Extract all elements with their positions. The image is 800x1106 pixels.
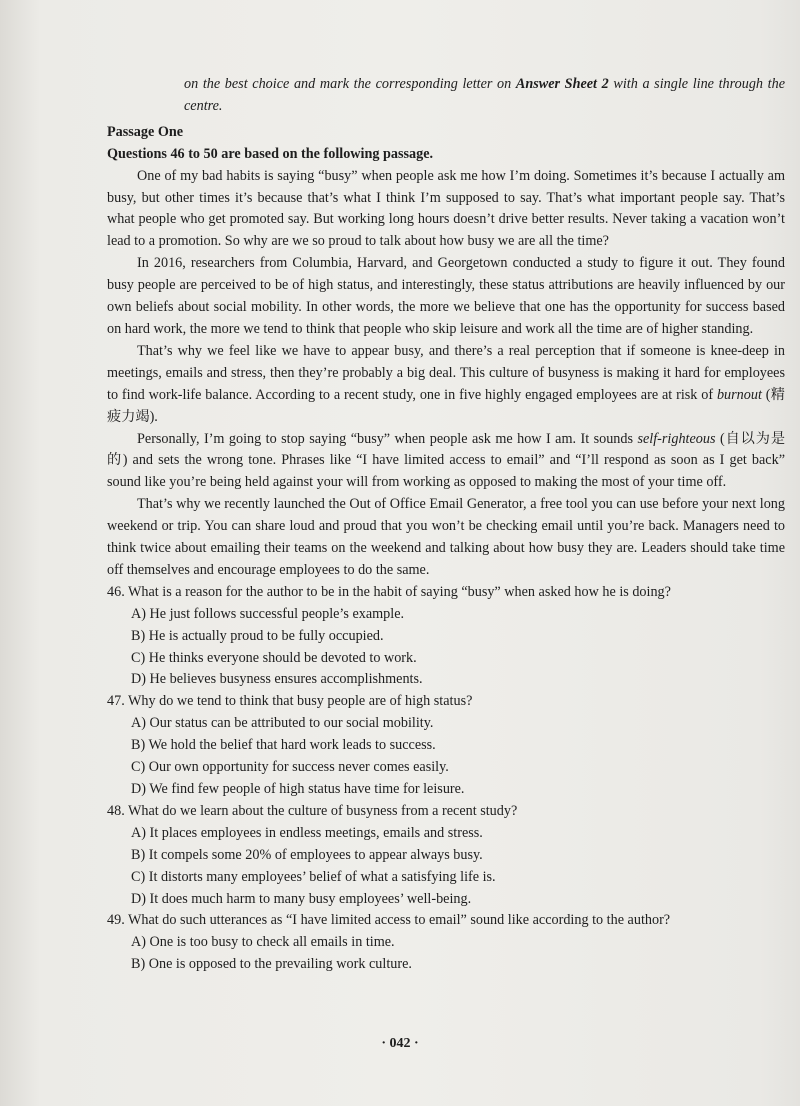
option: C) It distorts many employees’ belief of what a satisfying life is. [131, 868, 496, 885]
option: A) Our status can be attributed to our social mobility. [131, 715, 434, 732]
paragraph-3-text: That’s why we feel like we have to appear busy, and there’s a real perception that if someone is knee-deep in meetings, emails and stress, then they’re probably a big deal. This culture of busyness is making it hard for employees to find work-life balance. According to a recent study, one in five highly engaged employees are at risk of [107, 342, 785, 403]
passage-subtitle: Questions 46 to 50 are based on the following passage. [107, 145, 434, 162]
instruction-text [184, 74, 785, 118]
paragraph-1: One of my bad habits is saying “busy” when people ask me how I’m doing. Sometimes it’s because I actually am busy, but other times it’s because that’s what I think I’m supposed to say. That’s what important people say. That’s what people who get promoted say. But working long hours doesn’t drive better results. Never taking a vacation won’t lead to a promotion. So why are we so proud to talk about how busy we are all the time? [107, 167, 785, 250]
option: A) He just follows successful people’s example. [131, 605, 405, 622]
question-46: 46. What is a reason for the author to be in the habit of saying “busy” when asked how he is doing? [107, 583, 671, 600]
paragraph-2: In 2016, researchers from Columbia, Harvard, and Georgetown conducted a study to figure it out. They found busy people are perceived to be of high status, and interestingly, these status attributions are heavily influenced by our own beliefs about social mobility. In other words, the more we believe that one has the opportunity for success based on hard work, the more we tend to think that people who skip leisure and work all the time are of higher standing. [107, 255, 785, 337]
page-content [107, 74, 785, 976]
instruction-part: on the best choice and mark the corresponding letter on [184, 76, 516, 92]
option: C) He thinks everyone should be devoted to work. [131, 649, 417, 666]
option: B) He is actually proud to be fully occupied. [131, 627, 384, 644]
question-47: 47. Why do we tend to think that busy people are of high status? [107, 693, 473, 710]
paragraph-3 [107, 341, 785, 429]
question-49: 49. What do such utterances as “I have limited access to email” sound like according to the author? [107, 912, 671, 929]
self-righteous-term: self-righteous [637, 430, 716, 447]
page-number: · 042 · [381, 1036, 419, 1051]
paragraph-3-gloss: (精疲力竭). [107, 386, 785, 425]
option: D) We find few people of high status have time for leisure. [131, 781, 465, 797]
option: B) One is opposed to the prevailing work culture. [131, 956, 412, 973]
burnout-term: burnout [716, 386, 762, 403]
option: B) It compels some 20% of employees to appear always busy. [131, 846, 483, 863]
option: D) He believes busyness ensures accomplishments. [131, 671, 423, 688]
option: D) It does much harm to many busy employees’ well-being. [131, 890, 472, 907]
paragraph-4-text: Personally, I’m going to stop saying “busy” when people ask me how I am. It sounds [137, 430, 638, 447]
question-48: 48. What do we learn about the culture of busyness from a recent study? [107, 802, 518, 819]
answer-sheet-emphasis: Answer Sheet 2 [515, 76, 609, 92]
option: B) We hold the belief that hard work leads to success. [131, 737, 436, 754]
option: A) It places employees in endless meetings, emails and stress. [131, 824, 483, 841]
paragraph-4 [107, 429, 785, 495]
paragraph-5: That’s why we recently launched the Out of Office Email Generator, a free tool you can use before your next long weekend or trip. You can share loud and proud that you won’t be checking email until you’re back. Managers need to think twice about emailing their teams on the weekend and talking about how busy they are. Leaders should take time off themselves and encourage employees to do the same. [107, 496, 785, 578]
paragraph-4-rest: (自以为是的) and sets the wrong tone. Phrases like “I have limited access to email” and “I’ll respond as soon as I get back” sound like you’re being held against your will from working as opposed to making the most of your time off. [107, 430, 786, 491]
option: A) One is too busy to check all emails in time. [131, 934, 395, 951]
option: C) Our own opportunity for success never comes easily. [131, 759, 449, 776]
passage-title: Passage One [107, 123, 184, 140]
instruction-part: with a single line through the centre. [184, 76, 785, 114]
